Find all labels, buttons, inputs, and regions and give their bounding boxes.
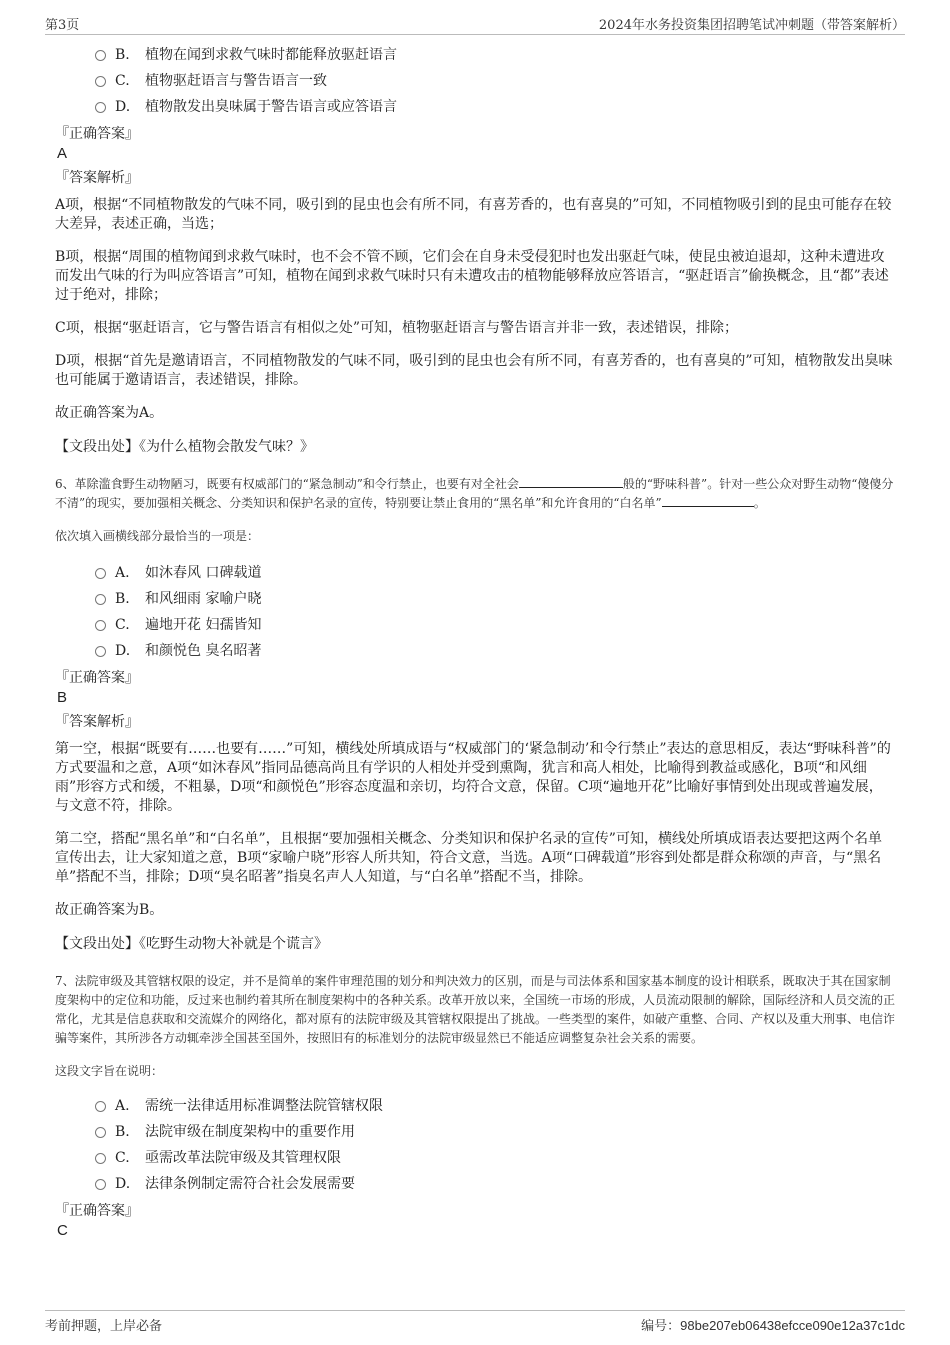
q6-analysis-label: 『答案解析』 — [55, 714, 139, 730]
radio-icon[interactable] — [95, 646, 106, 657]
q5-option-d[interactable]: D. 植物散发出臭味属于警告语言或应答语言 — [95, 94, 895, 120]
q6-option-b[interactable]: B. 和风细雨 家喻户晓 — [95, 586, 895, 612]
blank-2 — [662, 494, 754, 507]
q6-stem: 6、革除滥食野生动物陋习，既要有权威部门的“紧急制动”和令行禁止，也要有对全社会 般的“野味科普”。针对一些公众对野生动物“傻傻分不清”的现实，要加强相关概念、分类知识和保护名录的宣传，特别要让禁止食用的“黑名单”和允许食用的“白名单” 。 — [55, 477, 894, 510]
document-code: 编号：98be207eb06438efcce090e12a37c1dc — [641, 1318, 905, 1334]
q6-option-c[interactable]: C. 遍地开花 妇孺皆知 — [95, 612, 895, 638]
radio-icon[interactable] — [95, 1179, 106, 1190]
q6-option-a[interactable]: A. 如沐春风 口碑载道 — [95, 560, 895, 586]
radio-icon[interactable] — [95, 102, 106, 113]
q6-option-d[interactable]: D. 和颜悦色 臭名昭著 — [95, 638, 895, 664]
q7-option-b[interactable]: B. 法院审级在制度架构中的重要作用 — [95, 1119, 895, 1145]
q6-answer-label: 『正确答案』 — [55, 670, 139, 686]
q5-analysis-a: A项，根据“不同植物散发的气味不同，吸引到的昆虫也会有所不同，有喜芳香的，也有喜臭的”可知，不同植物吸引到的昆虫可能存在较大差异，表述正确，当选； — [55, 197, 892, 232]
q7-option-c[interactable]: C. 亟需改革法院审级及其管理权限 — [95, 1145, 895, 1171]
q7-option-d[interactable]: D. 法律条例制定需符合社会发展需要 — [95, 1171, 895, 1197]
q7-answer-label: 『正确答案』 — [55, 1203, 139, 1219]
q5-source: 【文段出处】《为什么植物会散发气味？》 — [55, 439, 314, 455]
radio-icon[interactable] — [95, 1101, 106, 1112]
q5-option-b[interactable]: B. 植物在闻到求救气味时都能释放驱赶语言 — [95, 42, 895, 68]
radio-icon[interactable] — [95, 620, 106, 631]
q5-answer: A — [57, 145, 68, 162]
radio-icon[interactable] — [95, 594, 106, 605]
q5-options — [95, 42, 895, 120]
q5-answer-label: 『正确答案』 — [55, 126, 139, 142]
footer-slogan: 考前押题，上岸必备 — [45, 1319, 163, 1334]
q7-stem: 7、法院审级及其管辖权限的设定，并不是简单的案件审理范围的划分和判决效力的区别，而是与司法体系和国家基本制度的设计相联系，既取决于其在国家制度架构中的定位和功能，反过来也制约着其所在制度架构中的各种关系。改革开放以来，全国统一市场的形成，人员流动限制的解除，国际经济和人员交流的正常化，尤其是信息获取和交流媒介的网络化，都对原有的法院审级及其管辖权限提出了挑战。一些类型的案件，如破产重整、合同、产权以及重大刑事、电信诈骗等案件，其所涉各方动辄牵涉全国甚至国外，按照旧有的标准划分的法院审级显然已不能适应调整复杂社会关系的需要。 — [55, 974, 896, 1045]
q7-prompt: 这段文字旨在说明： — [55, 1064, 164, 1078]
q5-analysis-c: C项，根据“驱赶语言，它与警告语言有相似之处”可知，植物驱赶语言与警告语言并非一致，表述错误，排除； — [55, 320, 739, 336]
q6-source: 【文段出处】《吃野生动物大补就是个谎言》 — [55, 936, 328, 952]
radio-icon[interactable] — [95, 568, 106, 579]
q6-options — [95, 560, 895, 664]
radio-icon[interactable] — [95, 76, 106, 87]
q6-analysis-2: 第二空，搭配“黑名单”和“白名单”，且根据“要加强相关概念、分类知识和保护名录的宣传”可知，横线处所填成语表达要把这两个名单宣传出去，让大家知道之意，B项“家喻户晓”形容人所共知，符合文意，当选。A项“口碑载道”形容到处都是群众称颂的声音，与“黑名单”搭配不当，排除；D项“臭名昭著”指臭名声人人知道，与“白名单”搭配不当，排除。 — [55, 831, 882, 885]
radio-icon[interactable] — [95, 1127, 106, 1138]
document-body — [55, 42, 895, 1241]
q5-analysis-d: D项，根据“首先是邀请语言，不同植物散发的气味不同，吸引到的昆虫也会有所不同，有喜芳香的，也有喜臭的”可知，植物散发出臭味也可能属于邀请语言，表述错误，排除。 — [55, 353, 893, 388]
document-title: 2024年水务投资集团招聘笔试冲刺题（带答案解析） — [598, 18, 905, 33]
q6-prompt: 依次填入画横线部分最恰当的一项是： — [55, 529, 260, 543]
page-footer — [45, 1310, 905, 1335]
blank-1 — [519, 475, 623, 488]
radio-icon[interactable] — [95, 1153, 106, 1164]
q5-option-c[interactable]: C. 植物驱赶语言与警告语言一致 — [95, 68, 895, 94]
q5-analysis-b: B项，根据“周围的植物闻到求救气味时，也不会不管不顾，它们会在自身未受侵犯时也发出驱赶气味，使昆虫被迫退却，这种未遭进攻而发出气味的行为叫应答语言”可知，植物在闻到求救气味时只有未遭攻击的植物能够释放应答语言，“驱赶语言”偷换概念，且“都”表述过于绝对，排除； — [55, 249, 889, 303]
q6-analysis-1: 第一空，根据“既要有……也要有……”可知，横线处所填成语与“权威部门的‘紧急制动’和令行禁止”表达的意思相反，表达“野味科普”的方式要温和之意，A项“如沐春风”指同品德高尚且有学识的人相处并受到熏陶，犹言和高人相处，比喻得到教益或感化，B项“和风细雨”形容方式和缓，不粗暴，D项“和颜悦色”形容态度温和亲切，均符合文意，保留。C项“遍地开花”比喻好事情到处出现或普遍发展，与文意不符，排除。 — [55, 741, 891, 814]
q6-conclusion: 故正确答案为B。 — [55, 902, 164, 918]
q5-conclusion: 故正确答案为A。 — [55, 405, 164, 421]
q7-answer: C — [57, 1222, 68, 1239]
page-header — [45, 12, 905, 35]
radio-icon[interactable] — [95, 50, 106, 61]
page-number: 第3页 — [45, 18, 80, 33]
q7-option-a[interactable]: A. 需统一法律适用标准调整法院管辖权限 — [95, 1093, 895, 1119]
q7-options — [95, 1093, 895, 1197]
q5-analysis-label: 『答案解析』 — [55, 170, 139, 186]
q6-answer: B — [57, 689, 68, 706]
